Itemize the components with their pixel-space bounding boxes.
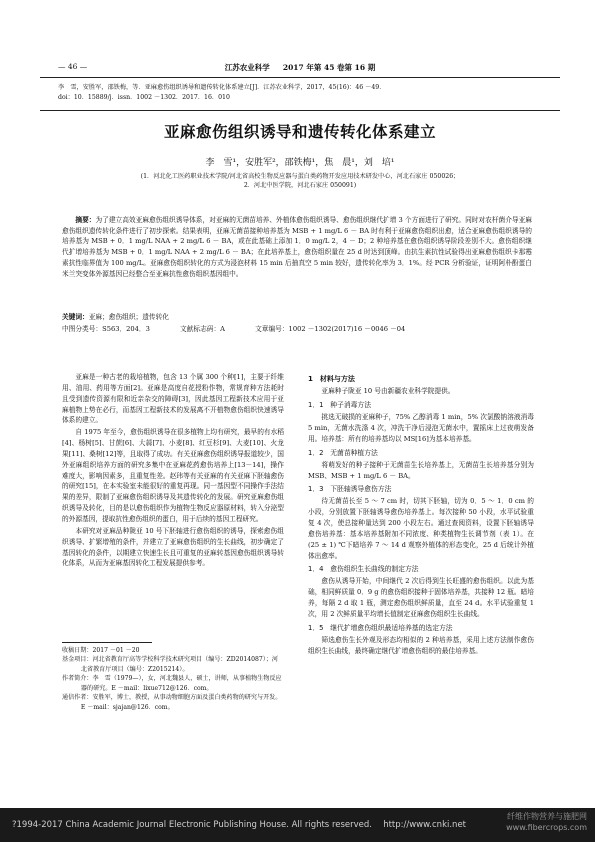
issue-prefix: 2017 年第	[282, 63, 322, 72]
document-code: 文献标志码：A	[180, 325, 225, 333]
issue-suffix: 期	[367, 63, 376, 72]
fund-info: 基金项目：河北省教育厅高等学校科学技术研究项目（编号：ZD2014087）；河北省教育厅项目（编号：Z2015214）。	[62, 656, 279, 673]
intro-paragraph-3: 本研究对亚麻品种陇亚 10 号下胚轴进行愈伤组织的诱导，探索愈伤组织诱导、扩繁增殖的条件，并建立了亚麻愈伤组织的生长曲线，初步确定了基因转化的条件，以期建立快速生长且可重复的亚麻转基因愈伤组织诱导转化体系，从而为亚麻基因转化工程发展提供参考。	[62, 526, 284, 568]
section-heading-materials: 1 材料与方法	[308, 375, 355, 383]
issue-mid: 卷第	[337, 63, 353, 72]
citation-rule	[40, 110, 560, 111]
paragraph-1-4: 愈伤从诱导开始，中间继代 2 次后得到生长旺盛的愈伤组织。以此为基础，相同鲜质量 0．9 g 的愈伤组织接种于固体培养基，共接种 12 瓶。暗培养，每隔 2 d 取 1 瓶，测定愈伤组织鲜质量，直至 24 d。水平试验重复 1 次，用 2 次鲜质量平均增长值制定亚麻愈伤组织生长曲线。	[308, 577, 534, 618]
intro-paragraph-1: 亚麻是一种古老的栽培植物，包含 13 个属 300 个种[1]，主要于纤维用、油用、药用等方面[2]。亚麻是高度自花授粉作物，常规育种方法耗时且受到遗传资源有限和近亲杂交的障碍[3]，因此基因工程新技术应用于亚麻植物上势在必行，而基因工程新技术的发展离不开植物愈伤组织快速诱导体系的建立。	[62, 373, 284, 425]
journal-issue-line	[40, 62, 560, 73]
article-title: 亚麻愈伤组织诱导和遗传转化体系建立	[163, 123, 436, 141]
corresponding-author: 通信作者：安胜军，博士，教授，从事动物细胞方面及蛋白类药物的研究与开发。E －mail：sjajan@126．com。	[62, 694, 282, 711]
footer-bar	[0, 808, 595, 842]
affiliation-1: (1．河北化工医药职业技术学院/河北省高校生物反应器与蛋白类药物开发应用技术研发中心，河北石家庄 050026；	[140, 173, 460, 180]
watermark	[506, 811, 587, 833]
clc-number: 中图分类号：S563．204．3	[62, 325, 150, 333]
subsection-heading-1-3: 1．3 下胚轴诱导愈伤方法	[308, 485, 392, 494]
subsection-heading-1-2: 1．2 无菌苗种植方法	[308, 448, 378, 457]
citation-block	[58, 83, 538, 102]
watermark-title: 纤维作物营养与施肥网	[507, 812, 587, 821]
keywords-text: 亚麻；愈伤组织；遗传转化	[88, 313, 169, 321]
page-number: — 46 —	[58, 62, 88, 71]
citation-line: 李 雪，安胜军，邵铁梅，等．亚麻愈伤组织诱导和遗传转化体系建立[J]．江苏农业科学，2017，45(16)：46 －49．	[58, 84, 386, 91]
paragraph-1-3: 待无菌苗长至 5 ～ 7 cm 时，切其下胚轴，切为 0．5 ～ 1．0 cm 的小段，分别放置下胚轴诱导愈伤培养基上。每次接种 50 小段，水平试验重复 4 次，使总接种量达到 200 小段左右。通过查阅资料，设置下胚轴诱导愈伤培养基：基本培养基附加不同浓度、种类植物生长调节剂（表 1）。在 (25 ± 1) ℃下暗培养 7 ～ 14 d 观察外植体的形态变化，25 d 后统计外植体出愈率。	[308, 497, 534, 560]
abstract	[62, 215, 532, 279]
right-column	[308, 372, 534, 658]
running-header	[40, 62, 560, 76]
issue-number: 16	[354, 63, 366, 72]
author-bio: 作者简介：李 雪（1979—），女，河北魏县人，硕士，讲师，从事植物生物反应器的研究。E －mail：lixue712@126．com。	[62, 675, 282, 692]
affiliation-2: 2．河北中医学院，河北石家庄 050091)	[243, 182, 357, 190]
copyright-notice: ?1994-2017 China Academic Journal Electronic Publishing House. All rights reserved. http://www.cnki.net	[12, 820, 467, 830]
article-number: 文章编号：1002 －1302(2017)16 －0046 －04	[255, 325, 406, 333]
watermark-url: www.fibercrops.com	[506, 823, 587, 833]
journal-name: 江苏农业科学	[224, 63, 270, 72]
paragraph-1-5: 筛选愈伤生长外观及形态均相似的 2 种培养基，采用上述方法制作愈伤组织生长曲线，最终确定继代扩增愈伤组织的最佳培养基。	[308, 635, 534, 655]
intro-paragraph-2: 自 1975 年至今，愈伤组织诱导在很多植物上均有研究，最早的有水稻[4]、杨树[5]、甘蔗[6]、大蒜[7]、小麦[8]、红豆杉[9]、大麦[10]、火龙果[11]、桑树[12]等，且取得了成功。有关亚麻愈伤组织诱导报道较少，国外亚麻组织培养方面的研究多集中在亚麻花药愈伤培养上[13－14]，操作难度大，影响因素多，且重复性差。赵玮等有关亚麻的有关亚麻下胚轴愈伤的研究[15]，在本实验室未能很好的重复再现。同一基因型不同操作手法结果的差异，限制了亚麻愈伤组织诱导及其遗传转化的发展。研究亚麻愈伤组织诱导及转化，目的是以愈伤组织作为植物生物反应器原材料，转入分泌型的外源基因，提取抗性愈伤组织的蛋白，用于后续的基因工程研究。	[62, 428, 284, 523]
volume-number: 45	[323, 63, 335, 72]
affiliations	[40, 172, 560, 191]
paragraph-1-2: 将萌发好的种子接种于无菌苗生长培养基上，无菌苗生长培养基分别为 MSB、MSB + 1 mg/L 6 － BA。	[308, 460, 534, 480]
subsection-heading-1-5: 1．5 继代扩增愈伤组织最适培养基的选定方法	[308, 623, 453, 632]
abstract-label: 摘要：	[75, 216, 96, 224]
materials-paragraph: 亚麻种子陇亚 10 号由新疆农业科学院提供。	[321, 387, 455, 396]
paragraph-1-1: 挑选无破损的亚麻种子，75% 乙醇消毒 1 min，5% 次氯酸钠溶液消毒 5 min，无菌水洗涤 4 次，冲洗干净后浸泡无菌水中，置摇床上过夜萌发备用。培养基：所有的培养基均以 MS[16]为基本培养基。	[308, 413, 534, 443]
footnote-rule	[62, 642, 152, 643]
keywords-label: 关键词：	[62, 313, 89, 321]
keywords	[62, 311, 169, 321]
classification-line	[62, 323, 433, 333]
author-list: 李 雪¹，安胜军²，邵铁梅¹，焦 晨¹，刘 培¹	[205, 158, 395, 168]
abstract-text: 为了建立高效亚麻愈伤组织诱导体系，对亚麻的无菌苗培养、外植体愈伤组织诱导、愈伤组织继代扩增 3 个方面进行了研究。同时对农杆菌介导亚麻愈伤组织遗传转化条件进行了初步探索。结果表明，亚麻无菌苗接种培养基为 MSB + 1 mg/L 6 － BA 时有利于亚麻愈伤组织出愈，适合亚麻愈伤组织诱导的培养基为 MSB + 0．1 mg/L NAA + 2 mg/L 6 － BA，或在此基础上添加 1．0 mg/L 2，4 － D；2 种培养基在愈伤组织诱导阶段差别不大。愈伤组织继代扩增培养基为 MSB + 0．1 mg/L NAA + 2 mg/L 6 － BA；在此培养基上，愈伤组织量在 25 d 时达到顶峰。由抗生素抗性试验得出亚麻愈伤组织卡那霉素抗性临界值为 100 mg/L。亚麻愈伤组织转化的方式为浸泡材料 15 min 后抽真空 5 min 较好，遗传转化率为 3．1%。经 PCR 分析验证，证明阿朴酚蛋白米兰突变体外源基因已经整合至亚麻抗性愈伤组织基因组中。	[62, 216, 532, 278]
left-column	[62, 372, 284, 570]
subsection-heading-1-4: 1．4 愈伤组织生长曲线的制定方法	[308, 565, 419, 574]
doi-line: doi：10．15889/j．issn．1002 －1302．2017．16．010	[58, 93, 230, 101]
received-date: 收稿日期：2017 －01 －20	[62, 647, 140, 654]
footnotes	[62, 646, 284, 712]
header-rule	[40, 77, 560, 78]
subsection-heading-1-1: 1．1 种子消毒方法	[308, 401, 372, 410]
